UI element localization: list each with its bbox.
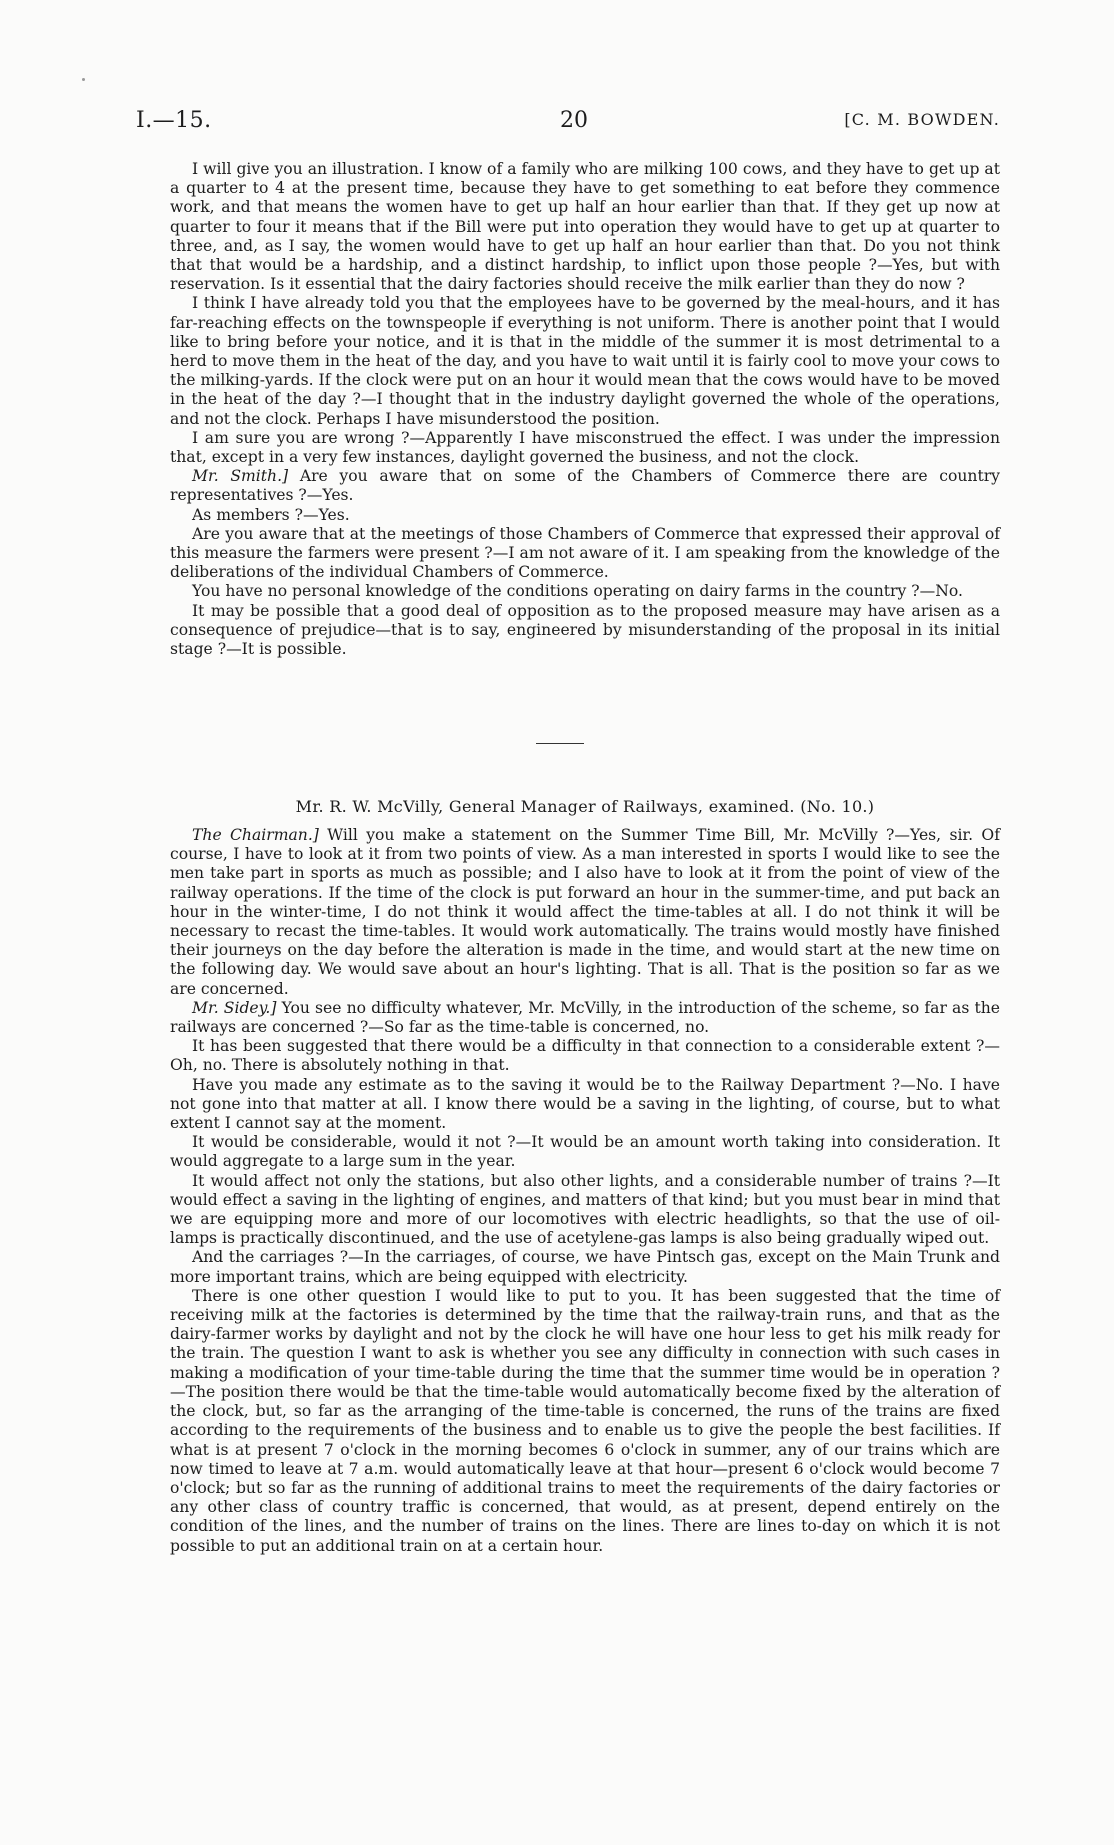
speaker-label: Mr. Smith.] bbox=[192, 467, 289, 486]
scan-speck bbox=[82, 78, 85, 81]
page-header bbox=[136, 108, 1000, 138]
paragraph: Are you aware that at the meetings of those Chambers of Commerce that expressed their approval of this measure the farmers were present ?—I am not aware of it. I am speaking from the knowledge of the deliberations of the individual Chambers of Commerce. bbox=[170, 524, 1000, 582]
witness-heading: Mr. R. W. McVilly, General Manager of Railways, examined. (No. 10.) bbox=[295, 797, 875, 816]
paragraph: There is one other question I would like to put to you. It has been suggested that the time of receiving milk at the factories is determined by the time that the railway-train runs, and that as the dairy-farmer works by daylight and not by the clock he will have one hour less to get his milk ready for the train. The question I want to ask is whether you see any difficulty in connection with such cases in making a modification of your time-table during the time that the summer time would be in operation ?—The position there would be that the time-table would automatically become fixed by the alteration of the clock, but, so far as the arranging of the time-table is concerned, the runs of the trains are fixed according to the requirements of the business and to enable us to give the people the best facilities. If what is at present 7 o'clock in the morning becomes 6 o'clock in summer, any of our trains which are now timed to leave at 7 a.m. would automatically leave at that hour—present 6 o'clock would become 7 o'clock; but so far as the running of additional trains to meet the requirements of the dairy factories or any other class of country traffic is concerned, that would, as at present, depend entirely on the condition of the lines, and the number of trains on the lines. There are lines to-day on which it is not possible to put an additional train on at a certain hour. bbox=[170, 1286, 1000, 1555]
paper-reference: I.—15. bbox=[136, 108, 212, 133]
paragraph: It would be considerable, would it not ?—It would be an amount worth taking into consideration. It would aggregate to a large sum in the year. bbox=[170, 1133, 1000, 1171]
paragraph: Mr. Sidey.] You see no difficulty whatever, Mr. McVilly, in the introduction of the scheme, so far as the railways are concerned ?—So far as the time-table is concerned, no. bbox=[170, 998, 1000, 1037]
page-number: 20 bbox=[560, 108, 588, 133]
paragraph: It has been suggested that there would be a difficulty in that connection to a considerable extent ?—Oh, no. There is absolutely nothing in that. bbox=[170, 1037, 1000, 1075]
speaker-label: The Chairman.] bbox=[192, 826, 319, 844]
paragraph: As members ?—Yes. bbox=[192, 505, 350, 524]
evidence-section-mcvilly bbox=[170, 826, 1000, 1556]
section-divider bbox=[536, 743, 584, 744]
paragraph: Have you made any estimate as to the saving it would be to the Railway Department ?—No. I have not gone into that matter at all. I know there would be a saving in the lighting, of course, but to what extent I cannot say at the moment. bbox=[170, 1075, 1000, 1133]
paragraph: And the carriages ?—In the carriages, of course, we have Pintsch gas, except on the Main Trunk and more important trains, which are being equipped with electricity. bbox=[170, 1248, 1000, 1286]
paragraph: Mr. Smith.] Are you aware that on some of the Chambers of Commerce there are country representatives ?—Yes. bbox=[170, 467, 1000, 505]
paragraph: The Chairman.] Will you make a statement on the Summer Time Bill, Mr. McVilly ?—Yes, sir. Of course, I have to look at it from two points of view. As a man interested in sports I would like to see the men take part in sports as much as possible; and I also have to look at it from the point of view of the railway operations. If the time of the clock is put forward an hour in the summer-time, and put back an hour in the winter-time, I do not think it would affect the time-tables at all. I do not think it will be necessary to recast the time-tables. It would work automatically. The trains would mostly have finished their journeys on the day before the alteration is made in the time, and would start at the new time on the following day. We would save about an hour's lighting. That is all. That is the position so far as we are concerned. bbox=[170, 826, 1000, 998]
paragraph: I think I have already told you that the employees have to be governed by the meal-hours, and it has far-reaching effects on the townspeople if everything is not uniform. There is another point that I would like to bring before your notice, and it is that in the middle of the summer it is most detrimental to a herd to move them in the heat of the day, and you have to wait until it is fairly cool to move your cows to the milking-yards. If the clock were put on an hour it would mean that the cows would have to be moved in the heat of the day ?—I thought that in the industry daylight governed the whole of the operations, and not the clock. Perhaps I have misunderstood the position. bbox=[170, 294, 1000, 428]
paragraph: It would affect not only the stations, but also other lights, and a considerable number of trains ?—It would effect a saving in the lighting of engines, and matters of that kind; but you must bear in mind that we are equipping more and more of our locomotives with electric headlights, so that the use of oil-lamps is practically discontinued, and the use of acetylene-gas lamps is also being gradually wiped out. bbox=[170, 1171, 1000, 1248]
paragraph: It may be possible that a good deal of opposition as to the proposed measure may have arisen as a consequence of prejudice—that is to say, engineered by misunderstanding of the proposal in its initial stage ?—It is possible. bbox=[170, 601, 1000, 659]
witness-name: [C. M. BOWDEN. bbox=[844, 110, 1000, 129]
evidence-section-bowden bbox=[170, 160, 1000, 659]
speaker-label: Mr. Sidey.] bbox=[192, 998, 277, 1017]
paragraph: I will give you an illustration. I know of a family who are milking 100 cows, and they have to get up at a quarter to 4 at the present time, because they have to get something to eat before they commence work, and that means the women have to get up half an hour earlier than that. If they get up now at quarter to four it means that if the Bill were put into operation they would have to get up at quarter to three, and, as I say, the women would have to get up half an hour earlier than that. Do you not think that that would be a hardship, and a distinct hardship, to inflict upon those people ?—Yes, but with reservation. Is it essential that the dairy factories should receive the milk earlier than they do now ? bbox=[170, 160, 1000, 294]
paragraph: I am sure you are wrong ?—Apparently I have misconstrued the effect. I was under the impression that, except in a very few instances, daylight governed the business, and not the clock. bbox=[170, 428, 1000, 467]
paragraph: You have no personal knowledge of the conditions operating on dairy farms in the country ?—No. bbox=[192, 582, 963, 601]
